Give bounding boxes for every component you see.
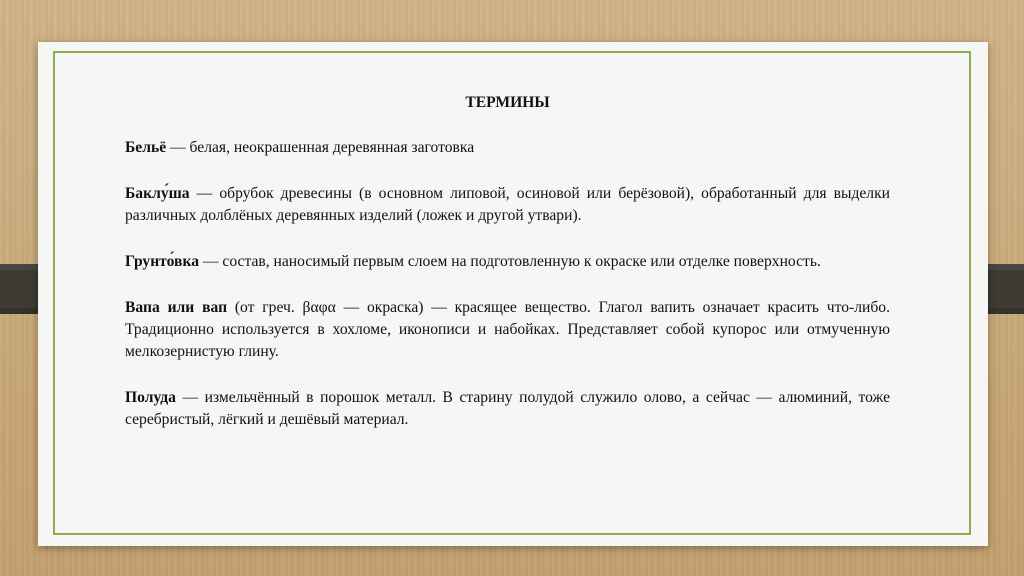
slide-title: ТЕРМИНЫ [465, 94, 550, 111]
term-poluda [125, 387, 890, 431]
term-word: Баклу́ша [125, 185, 190, 202]
term-definition: — измельчённый в порошок металл. В старину полудой служило олово, а сейчас — алюминий, тоже серебристый, лёгкий и дешёвый материал. [125, 389, 890, 428]
term-word: Грунто́вка [125, 253, 200, 270]
term-word: Вапа или вап [125, 299, 228, 316]
term-definition: (от греч. βαφα — окраска) — красящее вещество. Глагол вапить означает красить что-либо. Традиционно используется в хохломе, иконописи и набойках. Представляет собой купорос или отмученную мелкозернистую глину. [125, 299, 890, 360]
slide-content [125, 92, 890, 455]
term-gruntovka [125, 251, 890, 273]
term-belyo [125, 137, 890, 159]
term-definition: — обрубок древесины (в основном липовой, осиновой или берёзовой), обработанный для выделки различных долблёных деревянных изделий (ложек и другой утвари). [125, 185, 890, 224]
term-word: Полуда [125, 389, 176, 406]
slide-card [38, 42, 988, 546]
term-definition: — белая, неокрашенная деревянная заготовка [166, 139, 475, 156]
term-vapa [125, 297, 890, 363]
term-definition: — состав, наносимый первым слоем на подготовленную к окраске или отделке поверхность. [199, 253, 821, 270]
term-word: Бельё [125, 139, 167, 156]
term-baklusha [125, 183, 890, 227]
